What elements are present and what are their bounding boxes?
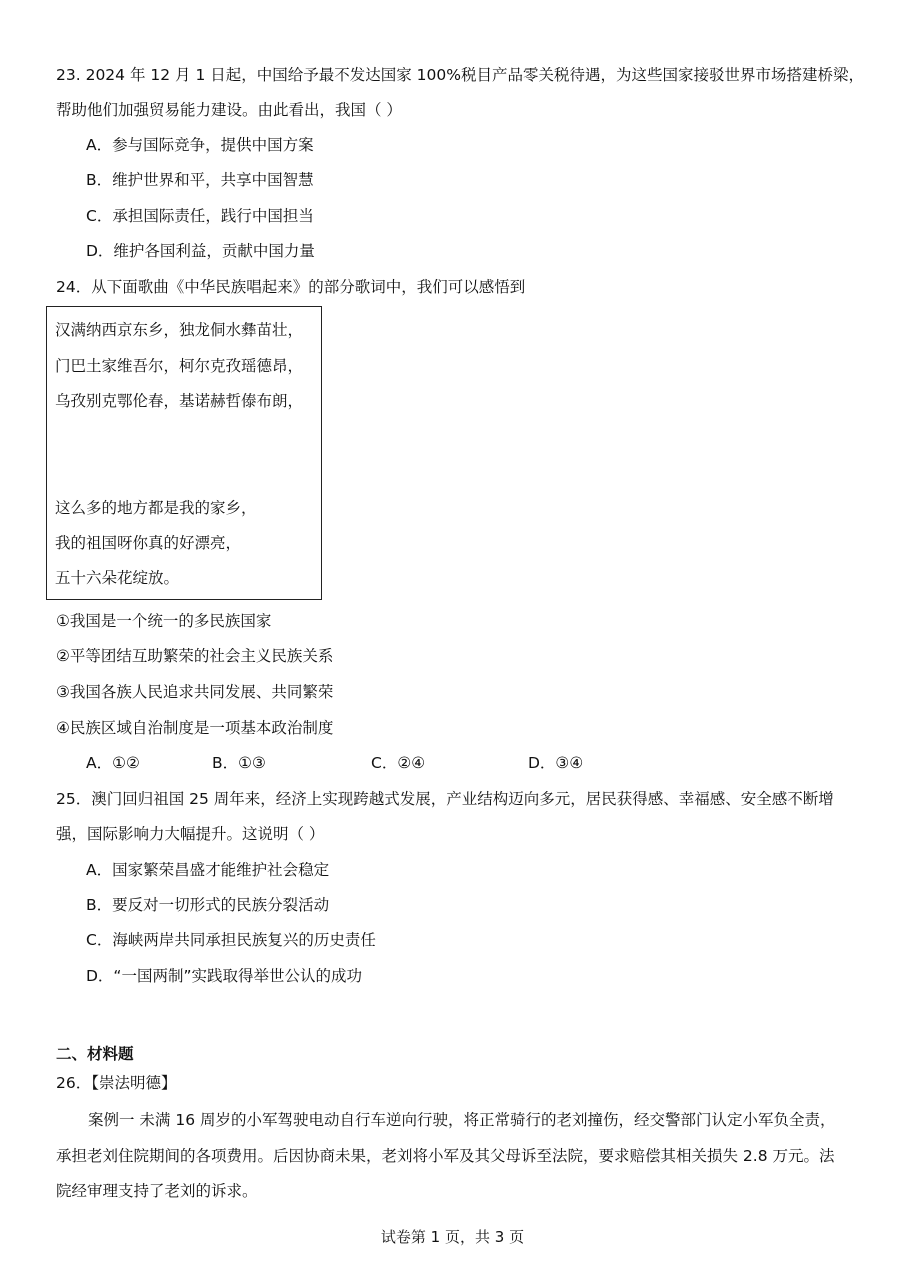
q23-option-c: C．承担国际责任，践行中国担当 <box>86 207 314 225</box>
q24-stem: 24．从下面歌曲《中华民族唱起来》的部分歌词中，我们可以感悟到 <box>56 278 526 296</box>
lyric-line: 门巴土家维吾尔，柯尔克孜瑶德昂， <box>55 357 304 375</box>
q24-choice-d: D．③④ <box>528 754 584 772</box>
section-heading: 二、材料题 <box>56 1045 134 1063</box>
q26-title: 26．【崇法明德】 <box>56 1074 177 1092</box>
q25-option-d: D．“一国两制”实践取得举世公认的成功 <box>86 967 362 985</box>
lyric-line: 我的祖国呀你真的好漂亮， <box>55 534 242 552</box>
q23-option-b: B．维护世界和平，共享中国智慧 <box>86 171 314 189</box>
q24-statement-2: ②平等团结互助繁荣的社会主义民族关系 <box>56 647 334 665</box>
lyric-line: 这么多的地方都是我的家乡， <box>55 499 257 517</box>
q25-option-b: B．要反对一切形式的民族分裂活动 <box>86 896 330 914</box>
q23-option-d: D．维护各国利益，贡献中国力量 <box>86 242 315 260</box>
q24-choice-c: C．②④ <box>371 754 426 772</box>
q25-stem-line2: 强，国际影响力大幅提升。这说明（ ） <box>56 825 325 843</box>
q24-statement-3: ③我国各族人民追求共同发展、共同繁荣 <box>56 683 334 701</box>
case-text-line2: 承担老刘住院期间的各项费用。后因协商未果，老刘将小军及其父母诉至法院，要求赔偿其相关损失 2.8 万元。法 <box>56 1147 835 1165</box>
lyric-line: 乌孜别克鄂伦春，基诺赫哲傣布朗， <box>55 392 304 410</box>
page-footer: 试卷第 1 页，共 3 页 <box>380 1228 525 1246</box>
case-text-line3: 院经审理支持了老刘的诉求。 <box>56 1182 258 1200</box>
q25-stem-line1: 25．澳门回归祖国 25 周年来，经济上实现跨越式发展，产业结构迈向多元，居民获得感、幸福感、安全感不断增 <box>56 790 834 808</box>
q23-stem-line1: 23. 2024 年 12 月 1 日起，中国给予最不发达国家 100%税目产品零关税待遇，为这些国家接驳世界市场搭建桥梁， <box>56 66 864 84</box>
q23-option-a: A．参与国际竞争，提供中国方案 <box>86 136 314 154</box>
lyric-line: 五十六朵花绽放。 <box>55 569 180 587</box>
case-text-line1: 案例一 未满 16 周岁的小军驾驶电动自行车逆向行驶，将正常骑行的老刘撞伤，经交警部门认定小军负全责， <box>88 1111 836 1129</box>
q24-choice-b: B．①③ <box>212 754 266 772</box>
q25-option-a: A．国家繁荣昌盛才能维护社会稳定 <box>86 861 330 879</box>
lyrics-box <box>46 306 322 600</box>
q24-statement-1: ①我国是一个统一的多民族国家 <box>56 612 272 630</box>
q23-stem-line2: 帮助他们加强贸易能力建设。由此看出，我国（ ） <box>56 101 402 119</box>
q24-choice-a: A．①② <box>86 754 140 772</box>
q25-option-c: C．海峡两岸共同承担民族复兴的历史责任 <box>86 931 376 949</box>
lyric-line: 汉满纳西京东乡，独龙侗水彝苗壮， <box>55 321 304 339</box>
q24-statement-4: ④民族区域自治制度是一项基本政治制度 <box>56 719 334 737</box>
